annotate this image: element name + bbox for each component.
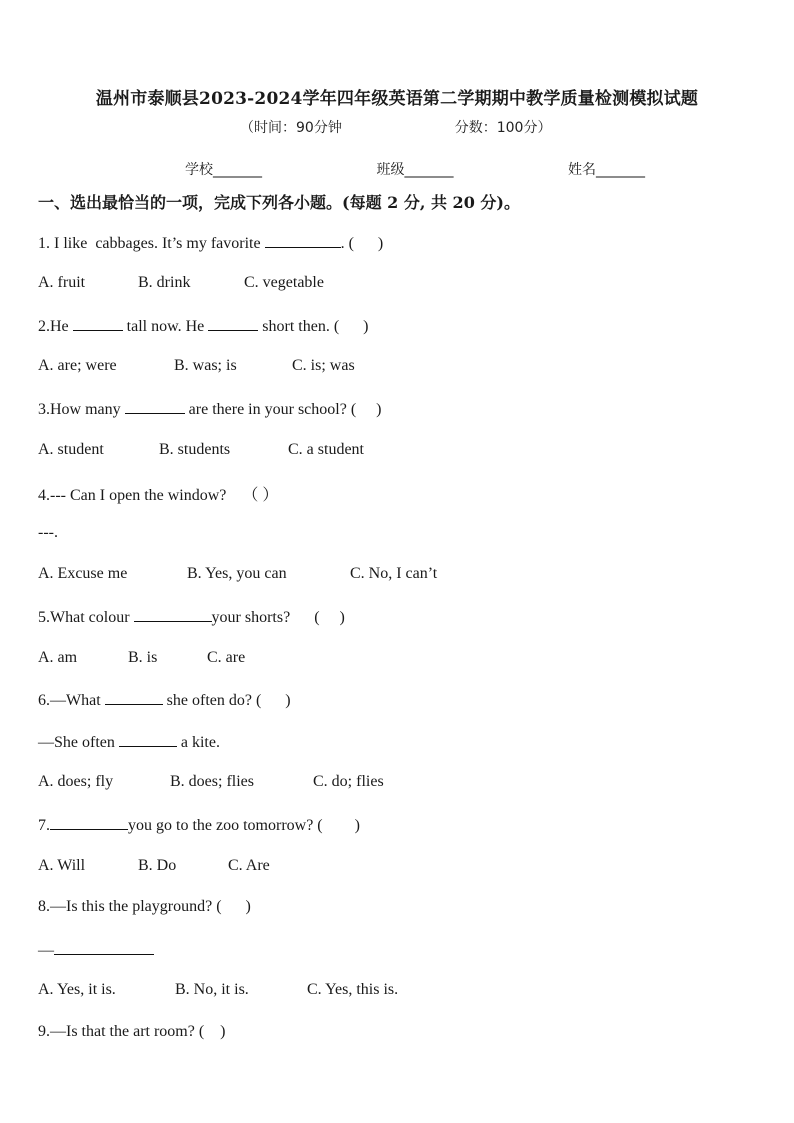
question-2: 2.He tall now. He short then. ( ): [38, 318, 369, 335]
question-9: 9.—Is that the art room? ( ): [38, 1023, 226, 1040]
option-a: A. student: [38, 441, 104, 458]
option-b: B. students: [159, 441, 231, 458]
question-4-reply: ---.: [38, 524, 58, 541]
option-c: C. is; was: [292, 357, 355, 374]
question-6: 6.—What she often do? ( ): [38, 692, 291, 709]
option-a: A. Excuse me: [38, 565, 128, 582]
question-3: 3.How many are there in your school? ( ): [38, 401, 382, 418]
options-3: [38, 441, 364, 459]
student-info: [185, 159, 645, 179]
option-a: A. Yes, it is.: [38, 981, 116, 998]
options-4: [38, 565, 437, 583]
option-a: A. am: [38, 649, 78, 666]
options-6: [38, 773, 384, 791]
answer-blank: [265, 233, 341, 248]
answer-blank: [73, 316, 123, 331]
answer-blank: [54, 940, 154, 955]
option-c: C. No, I can’t: [350, 565, 438, 582]
section-title: 一、选出最恰当的一项，完成下列各小题。(每题 2 分, 共 20 分)。: [38, 193, 520, 212]
question-1: 1. I like cabbages. It’s my favorite . ( ): [38, 235, 384, 252]
option-c: C. Yes, this is.: [307, 981, 399, 998]
option-a: A. does; fly: [38, 773, 114, 790]
option-a: A. are; were: [38, 357, 117, 374]
answer-blank: [134, 607, 212, 622]
option-c: C. Are: [228, 857, 270, 874]
options-2: [38, 357, 355, 375]
class-field: 班级_______: [376, 162, 454, 178]
answer-blank: [50, 815, 128, 830]
option-c: C. are: [207, 649, 246, 666]
question-8: 8.—Is this the playground? ( ): [38, 898, 251, 915]
question-4: 4.--- Can I open the window? （ ）: [38, 487, 279, 504]
option-a: A. Will: [38, 857, 86, 874]
score-label: 分数：100分）: [454, 120, 552, 136]
answer-blank: [125, 399, 185, 414]
option-b: B. was; is: [174, 357, 237, 374]
question-7: 7. you go to the zoo tomorrow? ( ): [38, 817, 360, 834]
option-b: B. No, it is.: [175, 981, 249, 998]
options-7: [38, 857, 270, 875]
option-c: C. a student: [288, 441, 364, 458]
school-field: 学校_______: [185, 162, 262, 178]
exam-info: [240, 117, 551, 137]
option-c: C. vegetable: [244, 274, 324, 291]
option-b: B. Do: [138, 857, 177, 874]
options-8: [38, 981, 398, 999]
page-title: 温州市泰顺县2023-2024学年四年级英语第二学期期中教学质量检测模拟试题: [95, 89, 699, 109]
answer-blank: [105, 690, 163, 705]
option-b: B. Yes, you can: [187, 565, 287, 582]
time-label: （时间：90分钟: [240, 120, 342, 136]
answer-blank: [208, 316, 258, 331]
option-b: B. does; flies: [170, 773, 254, 790]
answer-blank: [119, 732, 177, 747]
option-b: B. drink: [138, 274, 191, 291]
options-1: [38, 274, 324, 292]
options-5: [38, 649, 245, 667]
option-a: A. fruit: [38, 274, 86, 291]
question-6-reply: —She often a kite.: [38, 734, 220, 751]
option-c: C. do; flies: [313, 773, 384, 790]
question-5: 5.What colour your shorts? ( ): [38, 609, 345, 626]
question-8-reply: —: [38, 940, 154, 960]
name-field: 姓名_______: [568, 162, 645, 178]
option-b: B. is: [128, 649, 158, 666]
